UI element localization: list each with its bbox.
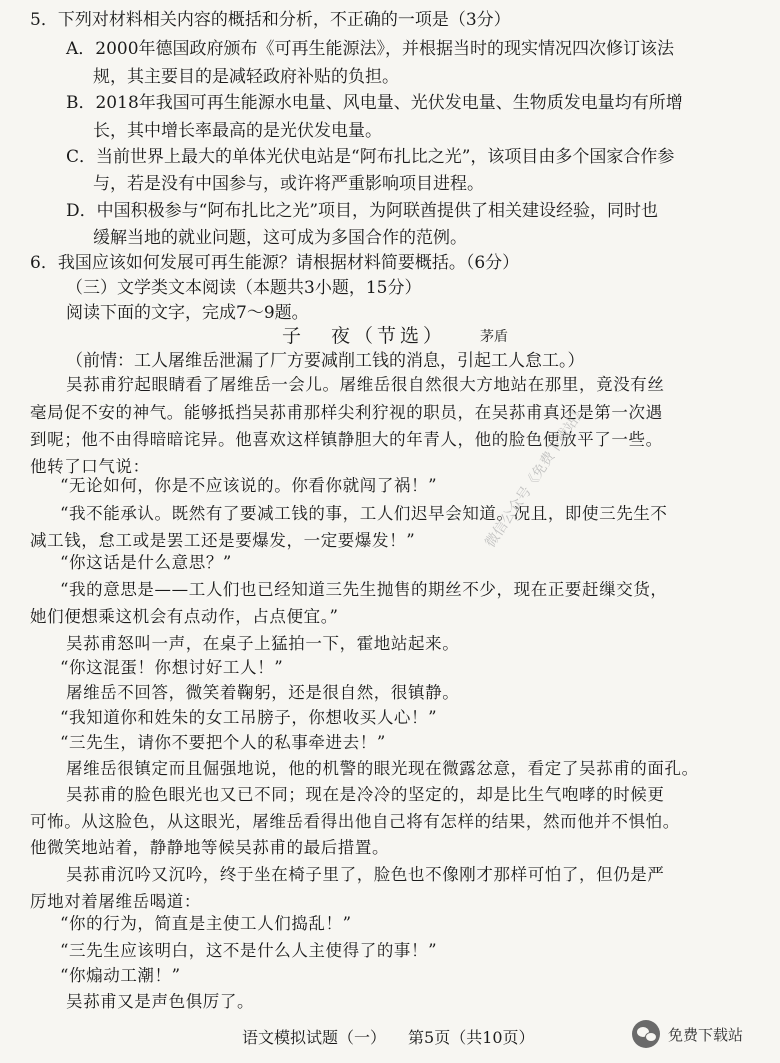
q6-stem: 6．我国应该如何发展可再生能源？请根据材料简要概括。（6分） xyxy=(30,253,520,273)
q5-option-a-line2: 规，其主要目的是减轻政府补贴的负担。 xyxy=(93,67,399,87)
story-line: 屠维岳不回答，微笑着鞠躬，还是很自然，很镇静。 xyxy=(66,683,460,702)
story-line: “我知道你和姓朱的女工吊膀子，你想收买人心！” xyxy=(60,708,438,727)
story-line: “我的意思是——工人们也已经知道三先生抛售的期丝不少，现在正要赶缫交货， xyxy=(60,580,668,599)
story-line: 屠维岳很镇定而且倔强地说，他的机警的眼光现在微露忿意，看定了吴荪甫的面孔。 xyxy=(66,759,699,778)
section3-heading: （三）文学类文本阅读（本题共3小题，15分） xyxy=(66,278,422,298)
story-line: 毫局促不安的神气。能够抵挡吴荪甫那样尖利狞视的职员，在吴荪甫真还是第一次遇 xyxy=(30,403,663,422)
story-line: 他转了口气说： xyxy=(30,457,150,476)
q5-option-b-line2: 长，其中增长率最高的是光伏发电量。 xyxy=(93,121,382,141)
story-line: “你这混蛋！你想讨好工人！” xyxy=(60,658,284,677)
story-line: 吴荪甫又是声色俱厉了。 xyxy=(66,992,255,1011)
q5-option-b-line1: B．2018年我国可再生能源水电量、风电量、光伏发电量、生物质发电量均有所增 xyxy=(66,93,683,113)
q5-option-c-line2: 与，若是没有中国参与，或许将严重影响项目进程。 xyxy=(93,174,484,194)
q5-option-d-line1: D．中国积极参与“阿布扎比之光”项目，为阿联酋提供了相关建设经验，同时也 xyxy=(66,201,659,221)
q5-stem: 5．下列对材料相关内容的概括和分析，不正确的一项是（3分） xyxy=(30,10,511,30)
story-preface: （前情：工人屠维岳泄漏了厂方要减削工钱的消息，引起工人怠工。） xyxy=(66,351,585,371)
wechat-badge xyxy=(632,1014,743,1054)
story-line: 他微笑地站着，静静地等候吴荪甫的最后措置。 xyxy=(30,838,390,857)
story-title-char1: 子 xyxy=(282,325,306,347)
footer-page-number: 第5页（共10页） xyxy=(408,1028,535,1047)
story-line: “无论如何，你是不应该说的。你看你就闯了祸！” xyxy=(60,476,438,495)
story-line: 她们便想乘这机会有点动作，占点便宜。” xyxy=(30,607,339,626)
story-line: 减工钱，怠工或是罢工还是要爆发，一定要爆发！” xyxy=(30,531,416,550)
story-line: “三先生，请你不要把个人的私事牵进去！” xyxy=(60,733,386,752)
q5-option-d-line2: 缓解当地的就业问题，这可成为多国合作的范例。 xyxy=(93,228,467,248)
story-line: 到呢；他不由得暗暗诧异。他喜欢这样镇静胆大的年青人，他的脸色便放平了一些。 xyxy=(30,430,663,449)
story-line: 厉地对着屠维岳喝道： xyxy=(30,892,201,911)
story-title-rest: 夜（节选） xyxy=(331,325,447,347)
footer-exam-name: 语文模拟试题（一） xyxy=(242,1028,387,1047)
wechat-badge-label: 免费下载站 xyxy=(668,1025,744,1044)
story-title xyxy=(0,322,780,350)
story-line: 吴荪甫狞起眼睛看了屠维岳一会儿。屠维岳很自然很大方地站在那里，竟没有丝 xyxy=(66,375,665,394)
q5-option-a-line1: A．2000年德国政府颁布《可再生能源法》，并根据当时的现实情况四次修订该法 xyxy=(66,39,675,59)
q5-option-c-line1: C．当前世界上最大的单体光伏电站是“阿布扎比之光”，该项目由多个国家合作参 xyxy=(66,147,675,167)
story-line: “我不能承认。既然有了要减工钱的事，工人们迟早会知道。况且，即使三先生不 xyxy=(60,504,668,523)
story-line: 吴荪甫的脸色眼光也又已不同；现在是冷冷的坚定的，却是比生气咆哮的时候更 xyxy=(66,785,665,804)
story-line: “你煽动工潮！” xyxy=(60,966,181,985)
wechat-icon xyxy=(632,1020,660,1048)
story-author: 茅盾 xyxy=(480,329,508,345)
story-line: “三先生应该明白，这不是什么人主使得了的事！” xyxy=(60,941,438,960)
story-line: 吴荪甫怒叫一声，在桌子上猛拍一下，霍地站起来。 xyxy=(66,634,460,653)
story-line: “你的行为，简直是主使工人们捣乱！” xyxy=(60,914,352,933)
section3-instruction: 阅读下面的文字，完成7～9题。 xyxy=(66,303,309,323)
story-line: 吴荪甫沉吟又沉吟，终于坐在椅子里了，脸色也不像刚才那样可怕了，但仍是严 xyxy=(66,865,665,884)
watermark-text: 微信公众号《免费下载站》 xyxy=(482,402,590,551)
story-line: 可怖。从这脸色，从这眼光，屠维岳看得出他自己将有怎样的结果，然而他并不惧怕。 xyxy=(30,812,680,831)
story-line: “你这话是什么意思？” xyxy=(60,553,232,572)
